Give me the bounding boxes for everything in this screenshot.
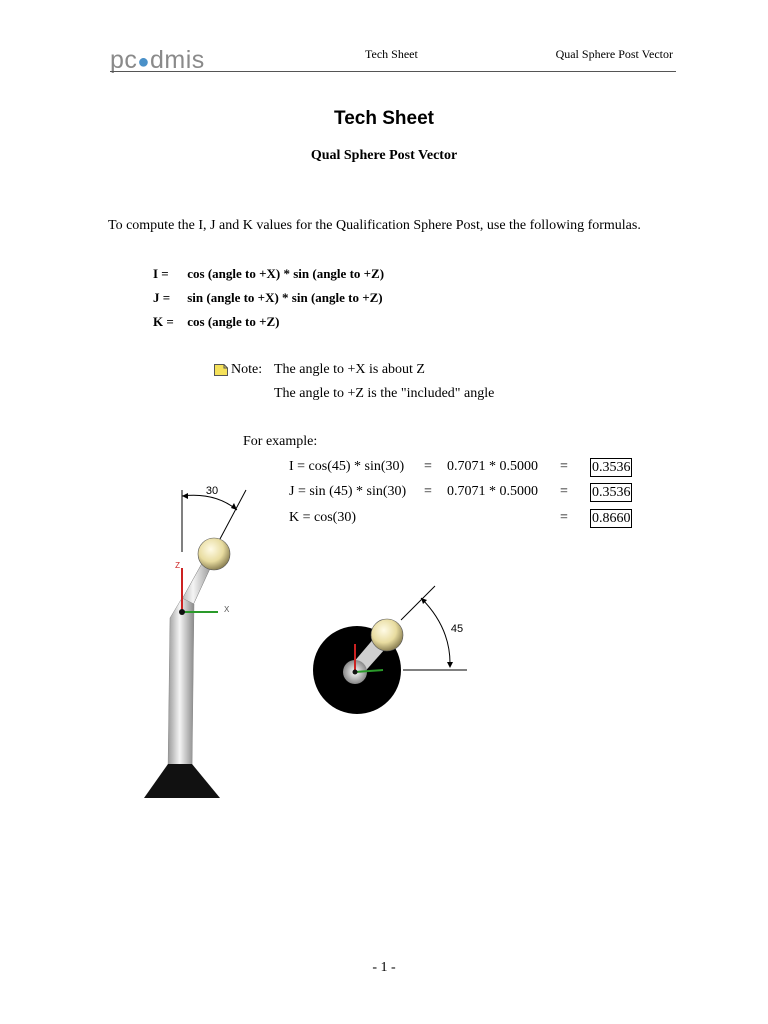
example-expr-k: K = cos(30) (289, 510, 356, 525)
arrowhead (447, 662, 453, 668)
formula-lhs: J = (153, 290, 171, 305)
header-right-title: Qual Sphere Post Vector (555, 47, 673, 61)
origin-top (353, 670, 358, 675)
sphere (198, 538, 230, 570)
formula-i (153, 266, 384, 282)
x-axis-label: X (224, 605, 230, 614)
example-eq: = (560, 510, 568, 525)
side-angle-label: 30 (205, 485, 219, 497)
post (168, 598, 194, 770)
formula-rhs: cos (angle to +X) * sin (angle to +Z) (187, 266, 385, 281)
arrowhead (182, 493, 188, 499)
side-view-figure (140, 470, 260, 800)
formula-rhs: sin (angle to +X) * sin (angle to +Z) (187, 290, 383, 305)
example-eq: = (424, 484, 432, 499)
formula-k (153, 314, 280, 330)
top-angle-label: 45 (450, 623, 464, 635)
note-line-2: The angle to +Z is the "included" angle (274, 386, 495, 401)
example-label: For example: (243, 434, 318, 449)
header-rule (110, 71, 676, 72)
example-eq: = (560, 484, 568, 499)
pcdmis-logo: pc●dmis (110, 46, 205, 74)
example-result-k: 0.8660 (592, 511, 631, 526)
example-eq: = (560, 459, 568, 474)
sphere-top (371, 619, 403, 651)
origin (179, 609, 185, 615)
formula-rhs: cos (angle to +Z) (187, 314, 280, 329)
example-eq: = (424, 459, 432, 474)
example-result-i: 0.3536 (592, 460, 631, 475)
header-center-title: Tech Sheet (365, 47, 418, 61)
intro-paragraph: To compute the I, J and K values for the Qualification Sphere Post, use the following formulas. (108, 218, 641, 233)
formula-lhs: I = (153, 266, 169, 281)
angled-reference-line (401, 586, 435, 620)
page-subtitle: Qual Sphere Post Vector (310, 148, 458, 163)
formula-j (153, 290, 383, 306)
formula-lhs: K = (153, 314, 174, 329)
angle-arc (182, 495, 237, 510)
note-line-1: The angle to +X is about Z (274, 362, 425, 377)
base (144, 764, 220, 798)
note-label: Note: (231, 362, 263, 377)
example-product: 0.7071 * 0.5000 (447, 459, 538, 474)
example-expr-j: J = sin (45) * sin(30) (289, 484, 407, 499)
angle-arc (421, 598, 450, 666)
page-title: Tech Sheet (334, 108, 434, 129)
example-expr-i: I = cos(45) * sin(30) (289, 459, 405, 474)
page-number: - 1 - (372, 960, 396, 975)
top-view-figure (305, 580, 475, 715)
z-axis-label: Z (175, 561, 180, 570)
note-icon (214, 364, 228, 376)
example-product: 0.7071 * 0.5000 (447, 484, 538, 499)
example-result-j: 0.3536 (592, 485, 631, 500)
